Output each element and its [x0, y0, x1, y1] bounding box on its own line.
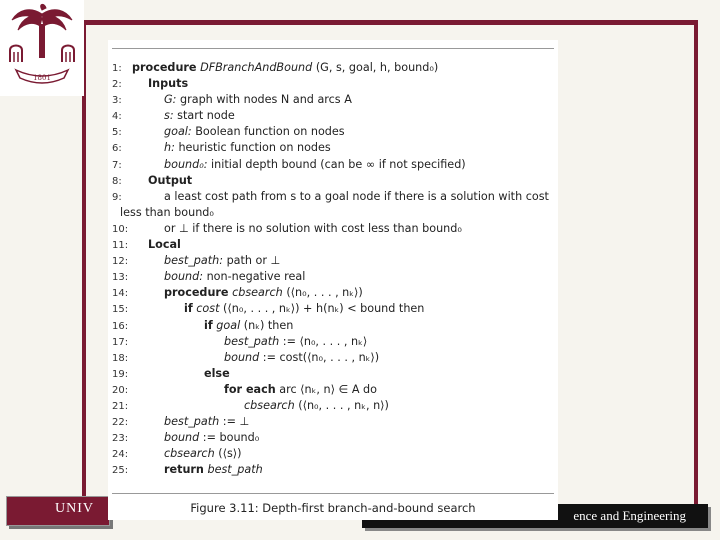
algorithm-line	[112, 269, 558, 285]
line-number: 2:	[112, 79, 122, 91]
line-code	[224, 382, 377, 398]
line-text: a least cost path from s to a goal node if there is a solution with cost	[164, 189, 549, 203]
identifier: goal	[216, 318, 241, 332]
line-text: := ⟨n₀, . . . , nₖ⟩	[282, 334, 368, 348]
algorithm-line	[112, 301, 558, 317]
keyword: procedure	[164, 286, 229, 300]
line-code	[164, 285, 363, 301]
identifier: s:	[164, 109, 174, 123]
line-number: 3:	[112, 95, 122, 107]
identifier: bound	[164, 431, 200, 445]
line-text: (⟨n₀, . . . , nₖ⟩)	[286, 286, 363, 300]
algorithm-line	[112, 414, 558, 430]
algorithm-line	[112, 124, 558, 140]
line-text: arc ⟨nₖ, n⟩ ∈ A do	[279, 382, 377, 396]
algorithm-line	[112, 108, 558, 124]
line-code	[184, 301, 424, 317]
line-code	[148, 173, 192, 189]
algorithm-line	[112, 157, 558, 173]
algorithm-line	[112, 173, 558, 189]
line-text: initial depth bound (can be ∞ if not specified)	[211, 157, 466, 171]
line-number: 15:	[112, 304, 129, 316]
line-number: 13:	[112, 272, 129, 284]
line-number: 10:	[112, 223, 129, 235]
algorithm-line	[112, 205, 558, 221]
line-number: 9:	[112, 191, 122, 203]
line-code	[164, 140, 331, 156]
line-number: 14:	[112, 288, 129, 300]
line-code	[164, 92, 352, 108]
algorithm-line	[112, 237, 558, 253]
algorithm-listing	[112, 60, 558, 478]
line-text: non-negative real	[206, 270, 306, 284]
line-code	[224, 334, 367, 350]
line-number: 11:	[112, 240, 129, 252]
line-number: 16:	[112, 320, 129, 332]
line-number: 4:	[112, 111, 122, 123]
line-number: 5:	[112, 127, 122, 139]
line-code	[132, 60, 438, 76]
frame-top-border	[84, 20, 698, 25]
figure-caption: Figure 3.11: Depth-first branch-and-bound search	[190, 501, 476, 515]
line-code	[244, 398, 389, 414]
line-code	[224, 350, 379, 366]
keyword: procedure	[132, 61, 197, 74]
line-code	[164, 221, 462, 237]
frame-right-border	[694, 20, 698, 510]
line-text: less than bound₀	[120, 205, 214, 219]
line-number: 21:	[112, 400, 129, 412]
line-code	[164, 124, 345, 140]
algorithm-line	[112, 76, 558, 92]
algorithm-line	[112, 350, 558, 366]
line-text: (⟨n₀, . . . , nₖ, n⟩)	[298, 398, 389, 412]
algorithm-line	[112, 140, 558, 156]
line-text: (G, s, goal, h, bound₀)	[315, 61, 439, 74]
line-code	[204, 318, 293, 334]
identifier: cbsearch	[164, 447, 215, 461]
line-number: 24:	[112, 449, 129, 461]
identifier: bound	[224, 350, 260, 364]
algorithm-line	[112, 462, 558, 478]
line-number: 6:	[112, 143, 122, 155]
line-code	[120, 205, 214, 221]
figure-top-rule	[112, 48, 554, 49]
algorithm-line	[112, 285, 558, 301]
identifier: h:	[164, 141, 175, 155]
line-code	[148, 237, 181, 253]
algorithm-line	[112, 366, 558, 382]
line-code	[164, 414, 249, 430]
footer-right-text: ence and Engineering	[573, 508, 686, 523]
figure-bottom-rule	[112, 493, 554, 494]
line-number: 12:	[112, 256, 129, 268]
line-number: 18:	[112, 352, 129, 364]
line-code	[164, 253, 280, 269]
keyword: Output	[148, 173, 193, 187]
line-code	[164, 189, 549, 205]
line-number: 20:	[112, 384, 129, 396]
line-code	[164, 446, 242, 462]
identifier: best_path	[207, 463, 263, 477]
algorithm-line	[112, 60, 558, 76]
keyword: return	[164, 463, 204, 477]
line-text: start node	[177, 109, 235, 123]
algorithm-figure	[108, 40, 558, 520]
line-text: Boolean function on nodes	[195, 125, 345, 139]
line-number: 7:	[112, 159, 122, 171]
line-text: heuristic function on nodes	[178, 141, 331, 155]
algorithm-line	[112, 430, 558, 446]
identifier: cbsearch	[244, 398, 295, 412]
university-seal-palm-icon	[0, 0, 84, 96]
keyword: if	[204, 318, 213, 332]
algorithm-line	[112, 398, 558, 414]
line-text: or ⊥ if there is no solution with cost less than bound₀	[164, 221, 462, 235]
algorithm-line	[112, 189, 558, 205]
line-text: := bound₀	[202, 431, 260, 445]
line-number: 17:	[112, 336, 129, 348]
identifier: best_path:	[164, 254, 223, 268]
line-number: 22:	[112, 417, 129, 429]
algorithm-line	[112, 446, 558, 462]
line-code	[164, 430, 259, 446]
line-text: (nₖ) then	[243, 318, 294, 332]
line-text: (⟨s⟩)	[218, 447, 242, 461]
algorithm-line	[112, 221, 558, 237]
line-code	[164, 269, 305, 285]
line-number: 25:	[112, 465, 129, 477]
keyword: if	[184, 302, 193, 316]
line-number: 19:	[112, 368, 129, 380]
keyword: for each	[224, 382, 276, 396]
line-number: 1:	[112, 63, 122, 74]
line-code	[164, 157, 466, 173]
identifier: cbsearch	[232, 286, 283, 300]
footer-left-bar	[6, 496, 110, 526]
identifier: cost	[196, 302, 220, 316]
line-code	[148, 76, 188, 92]
university-logo	[0, 0, 84, 96]
line-number: 23:	[112, 433, 129, 445]
line-number: 8:	[112, 175, 122, 187]
algorithm-line	[112, 334, 558, 350]
line-text: := cost(⟨n₀, . . . , nₖ⟩)	[262, 350, 380, 364]
line-text: graph with nodes N and arcs A	[180, 93, 352, 107]
line-text: (⟨n₀, . . . , nₖ⟩) + h(nₖ) < bound then	[223, 302, 425, 316]
footer-left-text: UNIV	[55, 501, 94, 516]
algorithm-line	[112, 382, 558, 398]
line-text: := ⊥	[222, 415, 250, 429]
identifier: best_path	[224, 334, 280, 348]
keyword: else	[204, 366, 230, 380]
identifier: goal:	[164, 125, 192, 139]
identifier: G:	[164, 93, 177, 107]
line-code	[204, 366, 230, 382]
identifier: bound₀:	[164, 157, 208, 171]
keyword: Local	[148, 238, 181, 252]
algorithm-line	[112, 253, 558, 269]
identifier: DFBranchAndBound	[200, 61, 313, 74]
algorithm-line	[112, 92, 558, 108]
svg-text:1801: 1801	[33, 74, 51, 82]
line-code	[164, 462, 263, 478]
identifier: bound:	[164, 270, 203, 284]
line-text: path or ⊥	[226, 254, 281, 268]
algorithm-line	[112, 318, 558, 334]
line-code	[164, 108, 235, 124]
keyword: Inputs	[148, 77, 189, 91]
identifier: best_path	[164, 415, 220, 429]
